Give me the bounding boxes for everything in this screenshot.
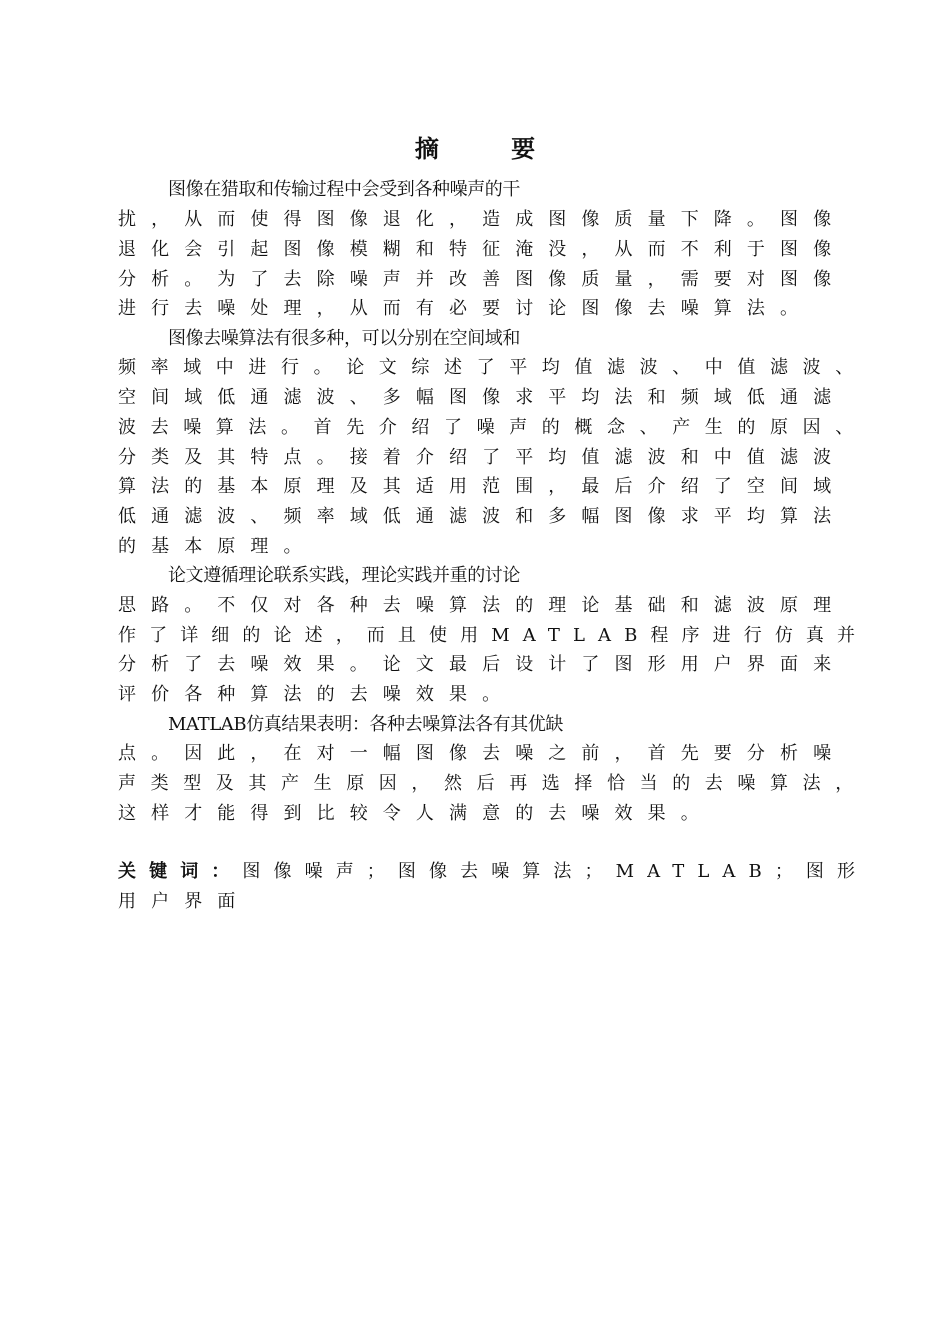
paragraph-2-line-5: 分类及其特点。接着介绍了平均值滤波和中值滤波 [118,447,847,468]
paragraph-2-line-6: 算法的基本原理及其适用范围，最后介绍了空间域 [118,476,847,497]
keywords-text: 图像噪声；图像去噪算法；MATLAB；图形 [242,861,869,882]
paragraph-2-line-7: 低通滤波、频率域低通滤波和多幅图像求平均算法 [118,506,847,527]
paragraph-2-line-4: 波去噪算法。首先介绍了噪声的概念、产生的原因、 [118,417,868,438]
paragraph-1-line-1: 图像在猎取和传输过程中会受到各种噪声的干 [168,179,520,200]
paragraph-3-line-5: 评价各种算法的去噪效果。 [118,684,516,705]
paragraph-2-line-3: 空间域低通滤波、多幅图像求平均法和频域低通滤 [118,387,847,408]
paragraph-4-line-2: 点。因此，在对一幅图像去噪之前，首先要分析噪 [118,743,847,764]
paragraph-3-line-1: 论文遵循理论联系实践，理论实践并重的讨论 [168,565,520,586]
page-title: 摘 要 [414,135,568,163]
paragraph-4-line-3: 声类型及其产生原因，然后再选择恰当的去噪算法， [118,773,868,794]
paragraph-3-line-4: 分析了去噪效果。论文最后设计了图形用户界面来 [118,654,847,675]
paragraph-3-line-3: 作了详细的论述，而且使用MATLAB程序进行仿真并 [118,625,869,646]
keywords-line-2: 用户界面 [118,891,251,912]
paragraph-1-line-3: 退化会引起图像模糊和特征淹没，从而不利于图像 [118,239,847,260]
paragraph-1-line-4: 分析。为了去除噪声并改善图像质量，需要对图像 [118,269,847,290]
paragraph-4-line-1: MATLAB仿真结果表明：各种去噪算法各有其优缺 [168,714,564,735]
keywords-label: 关键词： [118,861,243,882]
paragraph-4-line-4: 这样才能得到比较令人满意的去噪效果。 [118,803,714,824]
paragraph-2-line-1: 图像去噪算法有很多种，可以分别在空间域和 [168,328,520,349]
paragraph-1-line-5: 进行去噪处理，从而有必要讨论图像去噪算法。 [118,298,814,319]
paragraph-3-line-2: 思路。不仅对各种去噪算法的理论基础和滤波原理 [118,595,847,616]
paragraph-1-line-2: 扰，从而使得图像退化，造成图像质量下降。图像 [118,209,847,230]
keywords-line-1 [118,858,878,886]
paragraph-2-line-2: 频率域中进行。论文综述了平均值滤波、中值滤波、 [118,357,868,378]
paragraph-2-line-8: 的基本原理。 [118,536,317,557]
